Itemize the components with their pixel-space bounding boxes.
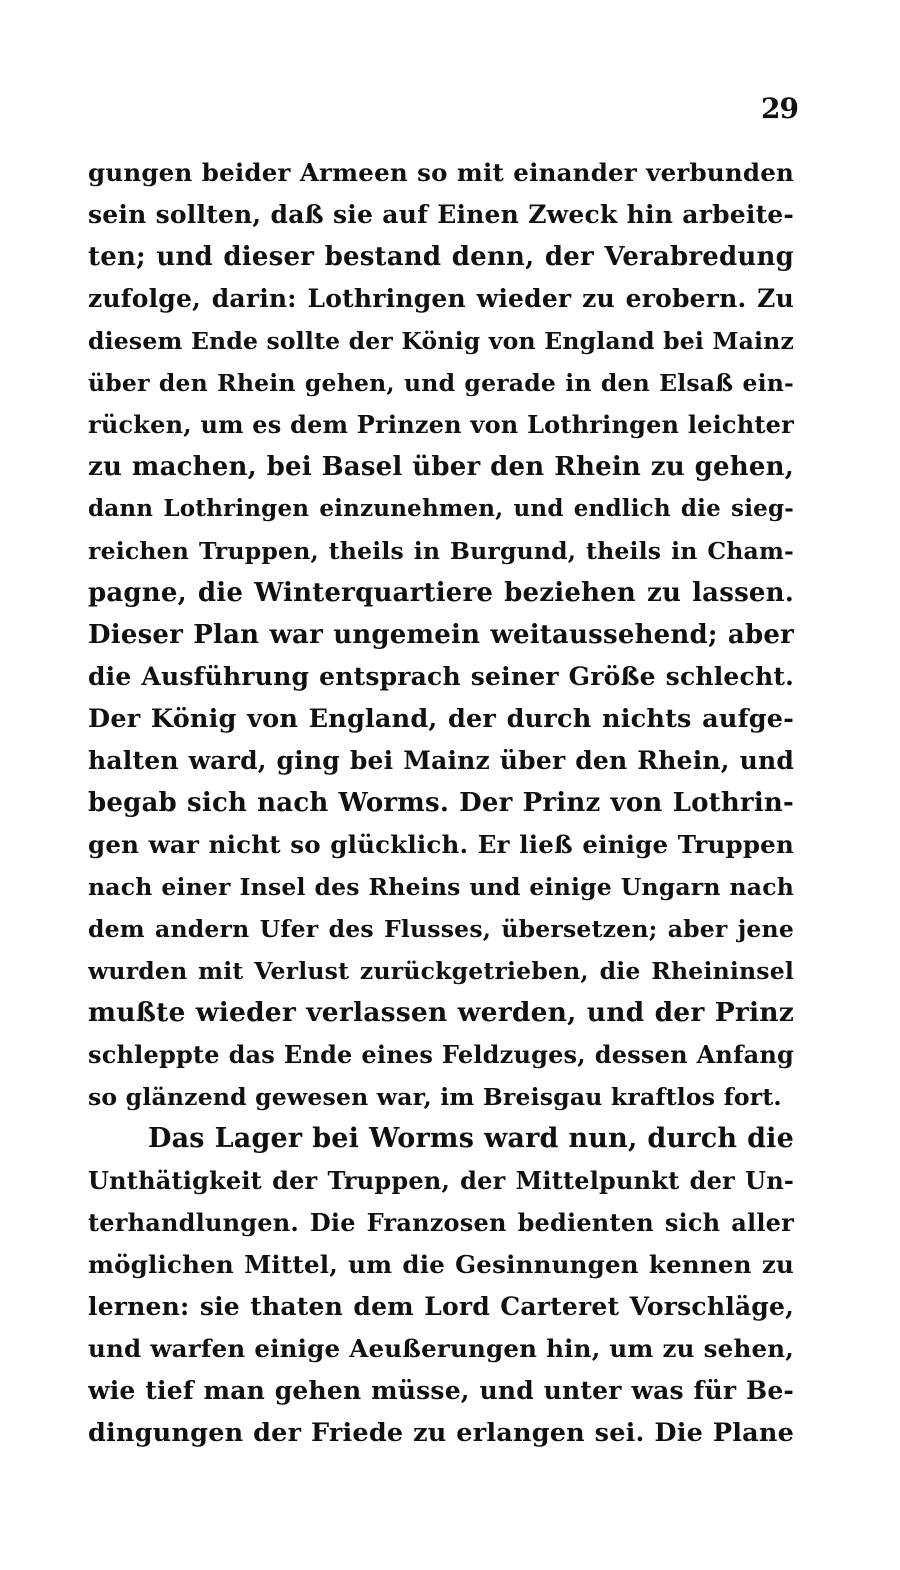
text-line: zu machen, bei Basel über den Rhein zu gehen, <box>88 452 794 482</box>
page-number: 29 <box>761 92 798 125</box>
text-line: Der König von England, der durch nichts aufge- <box>88 704 794 734</box>
text-line: die Ausführung entsprach seiner Größe schlecht. <box>88 662 794 691</box>
text-line: diesem Ende sollte der König von England bei Mainz <box>88 327 794 355</box>
text-line: begab sich nach Worms. Der Prinz von Lothrin- <box>88 788 794 818</box>
text-line: halten ward, ging bei Mainz über den Rhein, und <box>88 746 794 775</box>
text-line: möglichen Mittel, um die Gesinnungen kennen zu <box>88 1250 794 1279</box>
text-line: terhandlungen. Die Franzosen bedienten sich aller <box>88 1208 794 1237</box>
text-line: lernen: sie thaten dem Lord Carteret Vorschläge, <box>88 1292 794 1321</box>
text-line: dingungen der Friede zu erlangen sei. Die Plane <box>88 1418 794 1448</box>
text-line: schleppte das Ende eines Feldzuges, dessen Anfang <box>88 1040 794 1069</box>
text-line: pagne, die Winterquartiere beziehen zu lassen. <box>88 578 794 608</box>
text-line: sein sollten, daß sie auf Einen Zweck hin arbeite- <box>88 200 794 229</box>
text-line: Dieser Plan war ungemein weitaussehend; aber <box>88 620 794 650</box>
text-line: wurden mit Verlust zurückgetrieben, die Rheininsel <box>88 957 794 985</box>
text-line: und warfen einige Aeußerungen hin, um zu sehen, <box>88 1334 794 1363</box>
text-line: Das Lager bei Worms ward nun, durch die <box>148 1123 794 1154</box>
body-text <box>88 152 794 1454</box>
text-line: nach einer Insel des Rheins und einige Ungarn nach <box>88 873 794 901</box>
text-line: reichen Truppen, theils in Burgund, theils in Cham- <box>88 537 794 565</box>
text-line: Unthätigkeit der Truppen, der Mittelpunkt der Un- <box>88 1166 794 1195</box>
text-line: mußte wieder verlassen werden, und der Prinz <box>88 997 794 1028</box>
text-line: dem andern Ufer des Flusses, übersetzen; aber jene <box>88 915 794 943</box>
text-line: gungen beider Armeen so mit einander verbunden <box>88 158 794 187</box>
text-line: wie tief man gehen müsse, und unter was für Be- <box>88 1376 794 1405</box>
text-line: zufolge, darin: Lothringen wieder zu erobern. Zu <box>88 284 794 313</box>
text-line: dann Lothringen einzunehmen, und endlich die sieg- <box>88 495 794 522</box>
text-line: rücken, um es dem Prinzen von Lothringen leichter <box>88 410 794 439</box>
text-line: über den Rhein gehen, und gerade in den Elsaß ein- <box>88 369 794 397</box>
text-line: gen war nicht so glücklich. Er ließ einige Truppen <box>88 830 794 859</box>
text-line: ten; und dieser bestand denn, der Verabredung <box>88 242 794 272</box>
text-line: so glänzend gewesen war, im Breisgau kraftlos fort. <box>88 1083 782 1111</box>
